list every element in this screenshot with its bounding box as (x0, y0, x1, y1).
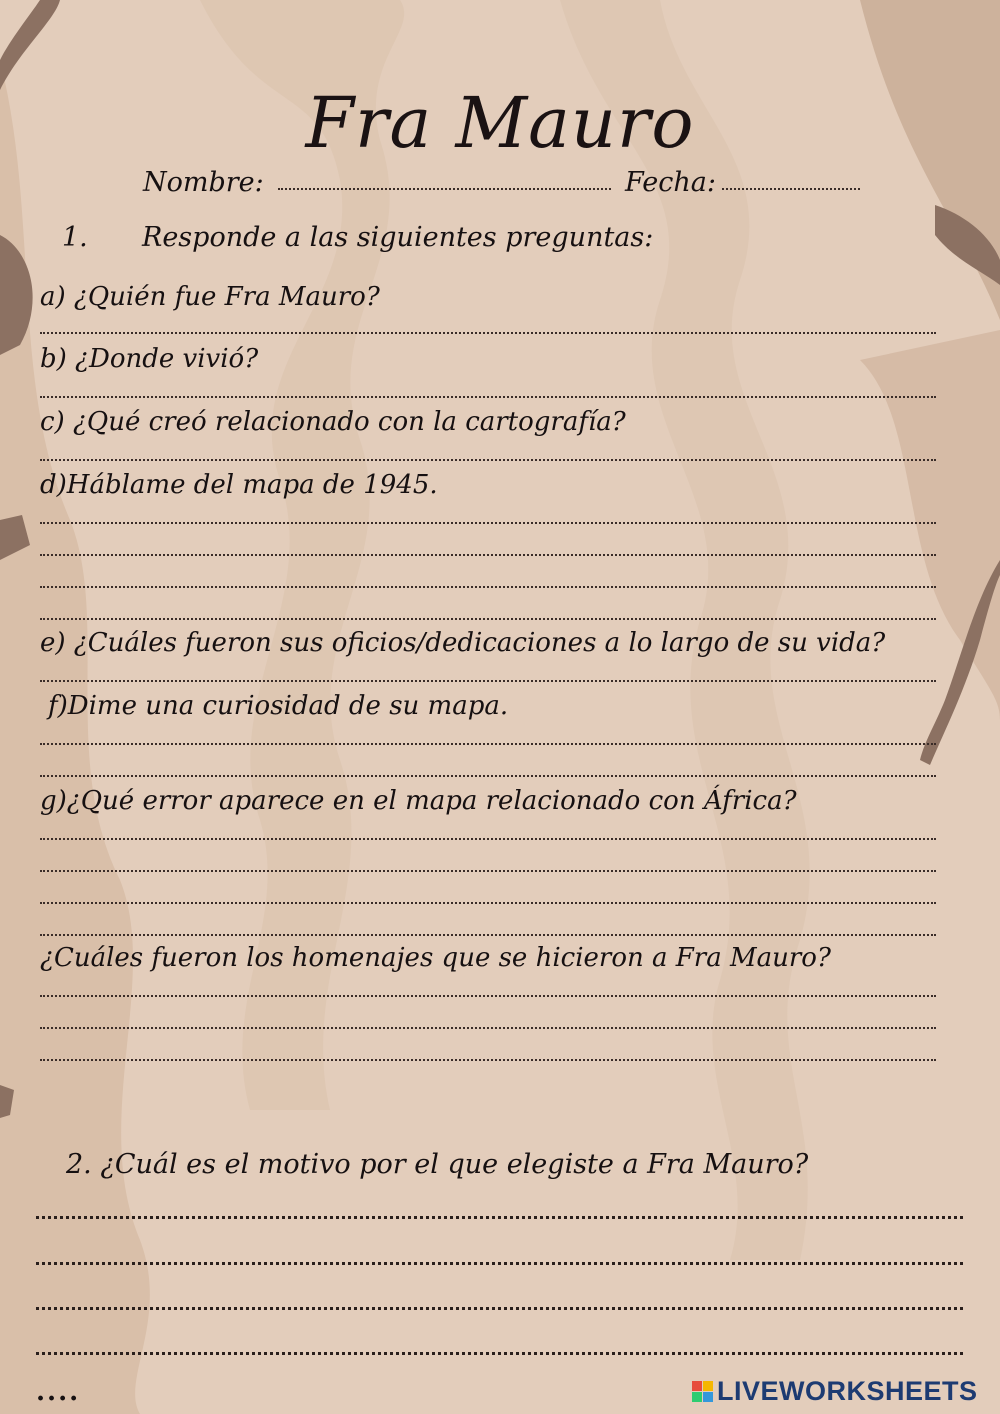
question-homenajes: ¿Cuáles fueron los homenajes que se hicieron a Fra Mauro? (40, 943, 831, 973)
answer-line-2-1[interactable] (36, 1216, 963, 1219)
question-f: f)Dime una curiosidad de su mapa. (48, 691, 509, 721)
answer-line-d-1[interactable] (40, 522, 936, 524)
question-e: e) ¿Cuáles fueron sus oficios/dedicaciones a lo largo de su vida? (40, 628, 886, 658)
question-b: b) ¿Donde vivió? (40, 344, 259, 374)
section-1-number: 1. (62, 222, 88, 253)
answer-line-f-1[interactable] (40, 743, 936, 745)
answer-line-a-1[interactable] (40, 332, 936, 334)
answer-line-b-1[interactable] (40, 396, 936, 398)
answer-line-g-4[interactable] (40, 934, 936, 936)
worksheet-title: Fra Mauro (305, 82, 695, 164)
fecha-label: Fecha: (625, 167, 716, 198)
answer-line-d-3[interactable] (40, 586, 936, 588)
answer-line-2-3[interactable] (36, 1307, 963, 1310)
answer-line-c-1[interactable] (40, 459, 936, 461)
answer-line-e-1[interactable] (40, 680, 936, 682)
brand-name: LIVEWORKSHEETS (717, 1375, 978, 1406)
answer-line-2-trailing: .... (36, 1377, 81, 1407)
section-2-question: 2. ¿Cuál es el motivo por el que elegiste a Fra Mauro? (66, 1149, 809, 1180)
question-a: a) ¿Quién fue Fra Mauro? (40, 282, 380, 312)
answer-line-h-2[interactable] (40, 1027, 936, 1029)
answer-line-2-2[interactable] (36, 1262, 963, 1265)
question-d: d)Háblame del mapa de 1945. (40, 470, 438, 500)
answer-line-d-4[interactable] (40, 618, 936, 620)
liveworksheets-logo-icon (692, 1381, 713, 1402)
answer-line-h-3[interactable] (40, 1059, 936, 1061)
answer-line-d-2[interactable] (40, 554, 936, 556)
nombre-field[interactable] (278, 188, 611, 190)
question-c: c) ¿Qué creó relacionado con la cartografía? (40, 407, 626, 437)
nombre-label: Nombre: (143, 167, 264, 198)
question-g: g)¿Qué error aparece en el mapa relacionado con África? (40, 786, 797, 816)
answer-line-f-2[interactable] (40, 775, 936, 777)
fecha-field[interactable] (722, 188, 860, 190)
answer-line-2-4[interactable] (36, 1352, 963, 1355)
answer-line-g-1[interactable] (40, 838, 936, 840)
answer-line-g-3[interactable] (40, 902, 936, 904)
liveworksheets-brand (692, 1374, 978, 1408)
answer-line-g-2[interactable] (40, 870, 936, 872)
answer-line-h-1[interactable] (40, 995, 936, 997)
section-1-instruction: Responde a las siguientes preguntas: (142, 222, 654, 253)
